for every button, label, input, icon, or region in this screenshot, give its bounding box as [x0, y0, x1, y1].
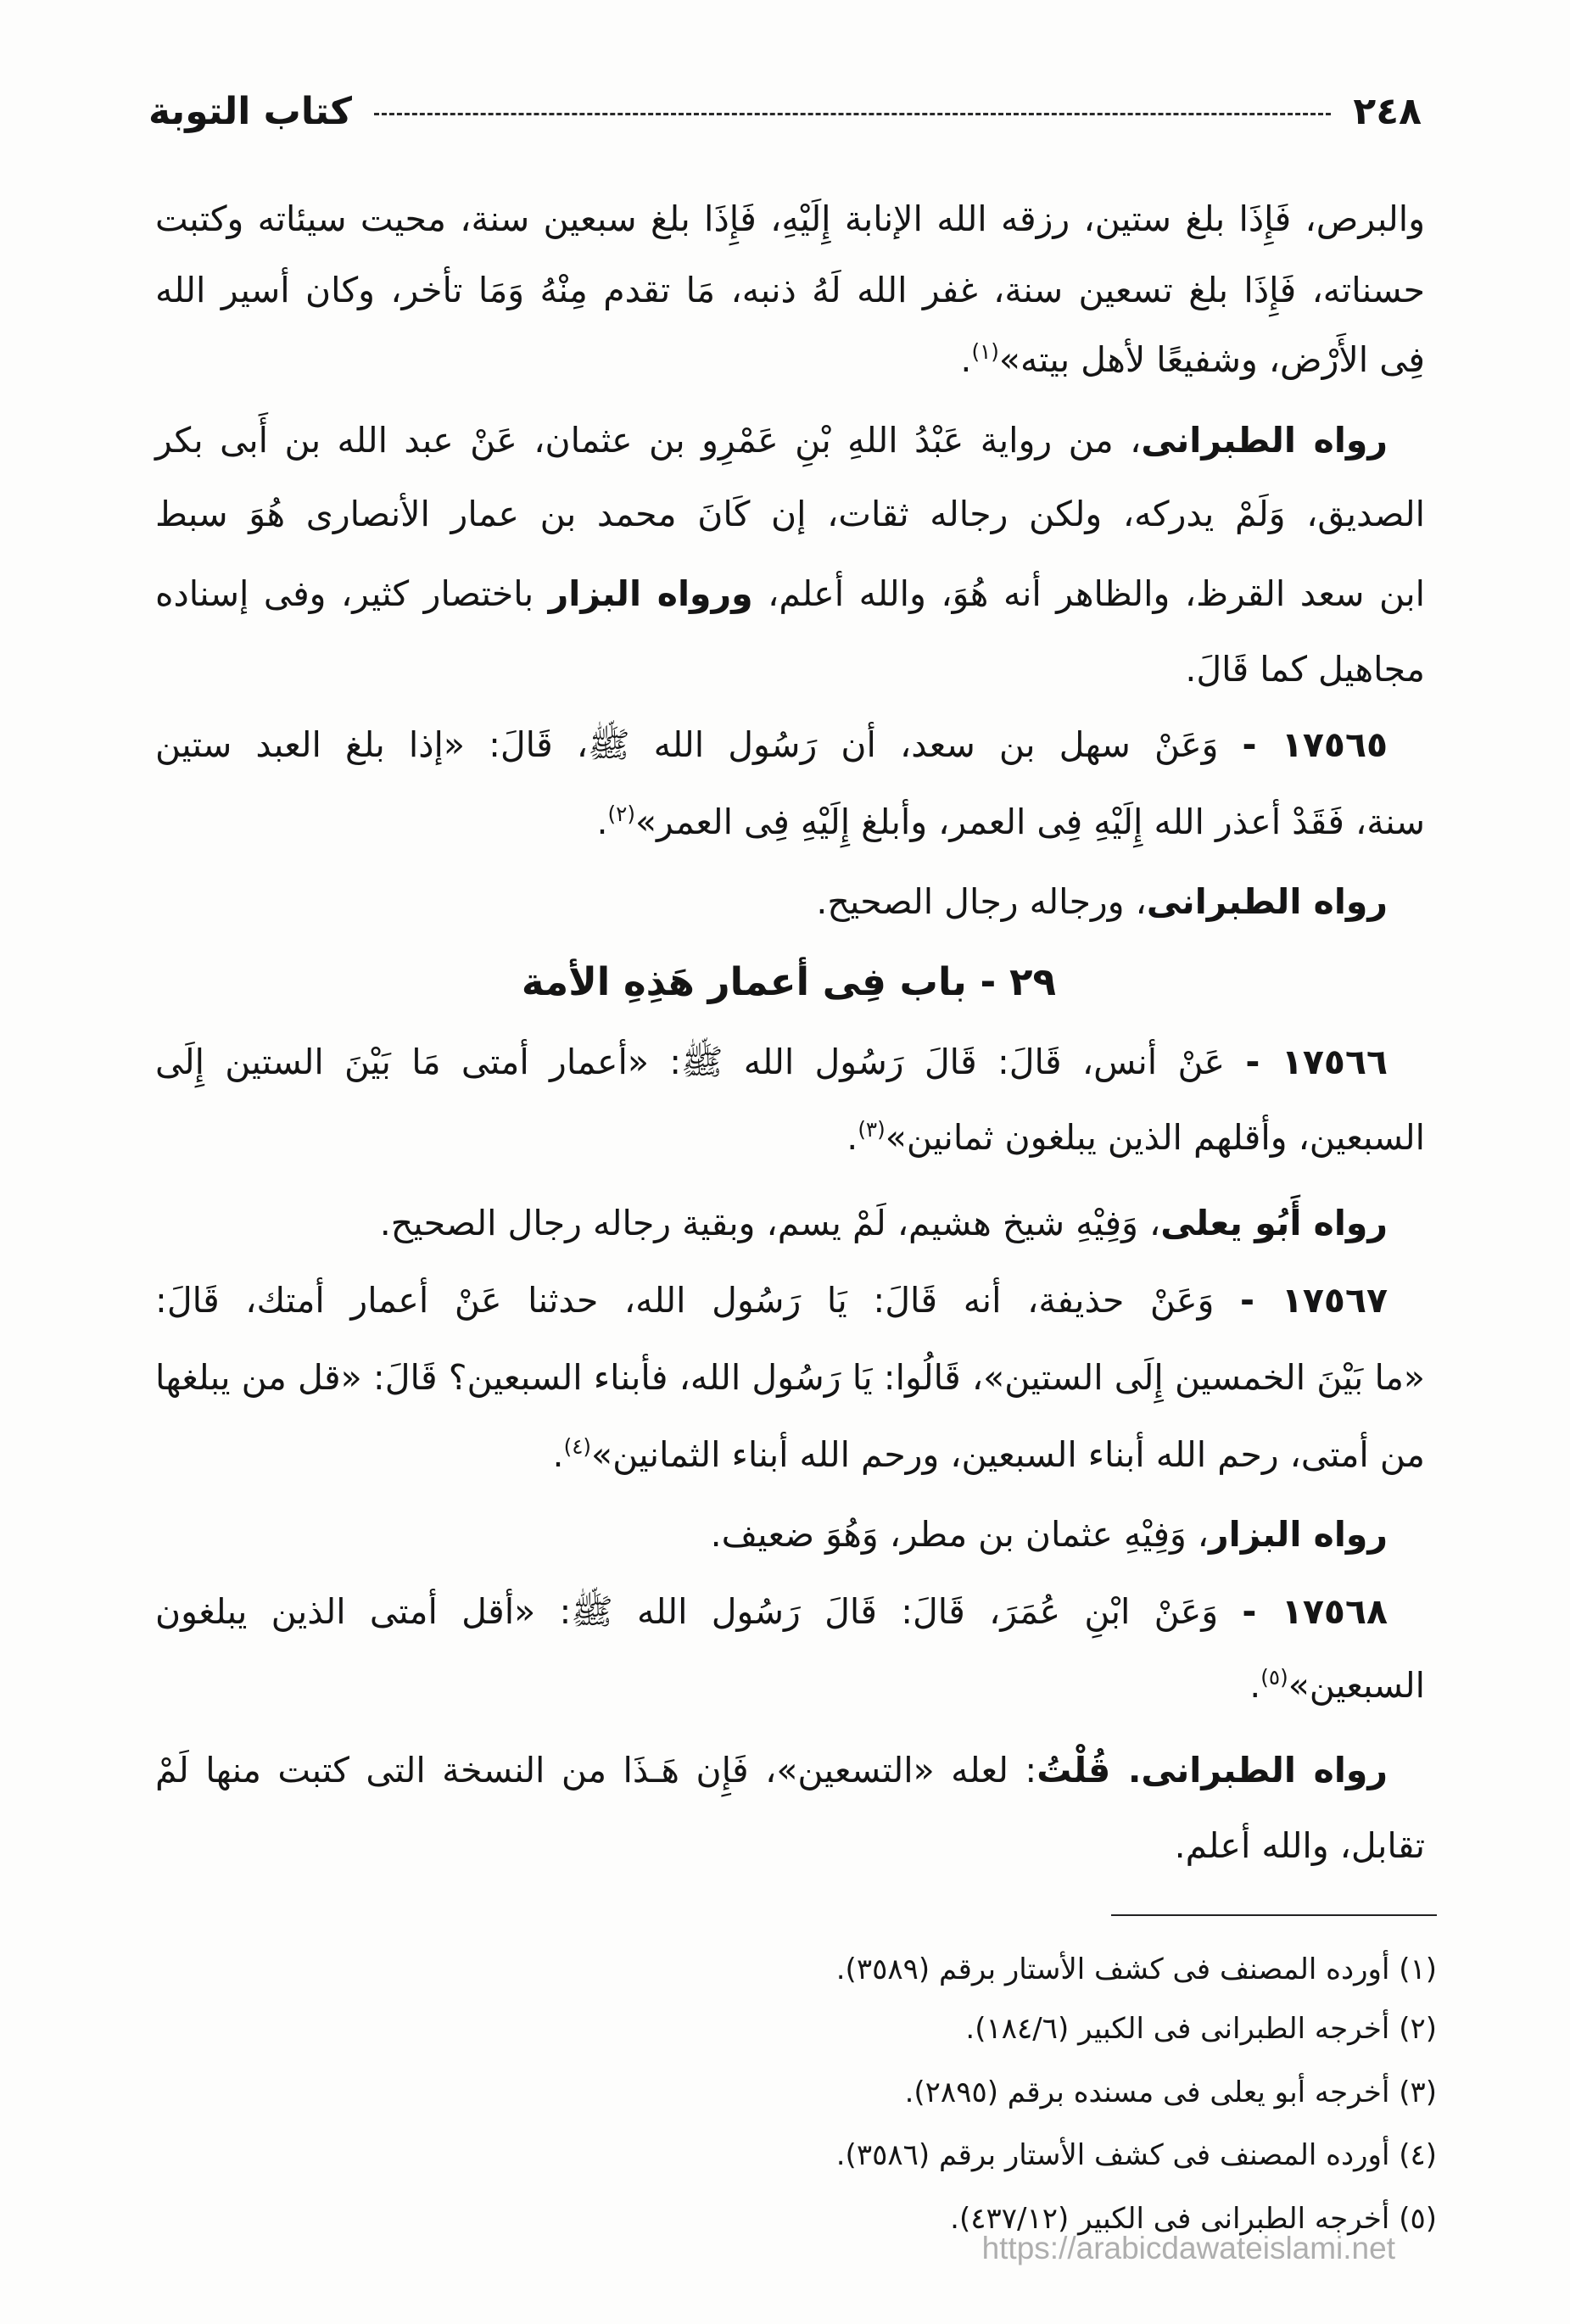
bold-run: رواه الطبرانى. قُلْتُ — [1036, 1750, 1388, 1790]
hadith-number: ١٧٥٦٧ - — [1240, 1280, 1388, 1321]
text-run: . — [1249, 1665, 1261, 1706]
text-line — [153, 1187, 1425, 1259]
footnote: (٢) أخرجه الطبرانى فى الكبير (١٨٤/٦). — [965, 2012, 1437, 2046]
text-run: وَعَنْ سهل بن سعد، أن رَسُول الله ﷺ، قَالَ: «إذا بلغ العبد ستين — [155, 724, 1243, 765]
line-text — [155, 183, 1425, 254]
text-line — [153, 1576, 1425, 1647]
running-header — [148, 79, 1422, 143]
text-line — [153, 183, 1425, 254]
text-run: وَعَنْ حذيفة، أنه قَالَ: يَا رَسُول الله، حدثنا عَنْ أعمار أمتك، قَالَ: — [155, 1280, 1240, 1321]
footnote-separator — [1111, 1914, 1437, 1916]
text-run: ، وَفِيْهِ عثمان بن مطر، وَهُوَ ضعيف. — [710, 1514, 1210, 1555]
text-line — [153, 558, 1425, 629]
text-run: فِى الأَرْض، وشفيعًا لأهل بيته» — [998, 339, 1425, 380]
line-text — [960, 324, 1425, 395]
hadith-number: ١٧٥٦٦ - — [1245, 1042, 1388, 1082]
footnote: (٥) أخرجه الطبرانى فى الكبير (٤٣٧/١٢). — [950, 2202, 1437, 2236]
bold-run: رواه الطبرانى — [1141, 420, 1388, 461]
text-run: ، وَفِيْهِ شيخ هشيم، لَمْ يسم، وبقية رجاله رجال الصحيح. — [379, 1203, 1161, 1243]
text-run: السبعين» — [1288, 1665, 1425, 1706]
text-line — [153, 866, 1425, 937]
text-line — [153, 324, 1425, 395]
text-line — [153, 1102, 1425, 1173]
text-line — [153, 709, 1425, 780]
header-rule — [374, 113, 1331, 115]
text-run: ، من رواية عَبْدُ اللهِ بْنِ عَمْرِو بن عثمان، عَنْ عبد الله بن أَبى بكر — [155, 420, 1142, 461]
text-run: ابن سعد القرظ، والظاهر أنه هُوَ، والله أعلم، — [752, 573, 1425, 614]
line-text — [155, 558, 1425, 629]
line-text — [380, 1187, 1388, 1259]
text-run: سنة، فَقَدْ أعذر الله إِلَيْهِ فِى العمر، وأبلغ إِلَيْهِ فِى العمر» — [634, 802, 1425, 842]
text-line — [153, 786, 1425, 858]
text-run: والبرص، فَإِذَا بلغ ستين، رزقه الله الإنابة إِلَيْهِ، فَإِذَا بلغ سبعين سنة، محيت سيئاته وكتبت — [155, 198, 1425, 239]
text-line — [153, 1419, 1425, 1490]
text-run: : لعله «التسعين»، فَإِن هَـذَا من النسخة التى كتبت منها لَمْ — [155, 1750, 1037, 1790]
line-text — [155, 1735, 1388, 1806]
footnote-ref: (٥) — [1260, 1665, 1288, 1690]
text-run: الصديق، وَلَمْ يدركه، ولكن رجاله ثقات، إن كَانَ محمد بن عمار الأنصارى هُوَ سبط — [155, 494, 1425, 534]
text-run: . — [960, 339, 972, 380]
text-run: تقابل، والله أعلم. — [1174, 1825, 1425, 1866]
text-line — [153, 405, 1425, 476]
line-text — [596, 786, 1425, 858]
footnote-ref: (١) — [971, 339, 999, 365]
text-run: ، ورجاله رجال الصحيح. — [816, 881, 1147, 922]
footnote: (٤) أورده المصنف فى كشف الأستار برقم (٣٥٨٦). — [835, 2138, 1437, 2172]
line-text — [155, 405, 1388, 476]
line-text — [816, 866, 1388, 937]
text-run: وَعَنْ ابْنِ عُمَرَ، قَالَ: قَالَ رَسُول الله ﷺ: «أقل أمتى الذين يبلغون — [155, 1591, 1243, 1632]
text-run: . — [846, 1117, 858, 1158]
footnote: (٣) أخرجه أبو يعلى فى مسنده برقم (٢٨٩٥). — [904, 2075, 1437, 2109]
line-text — [553, 1419, 1425, 1490]
text-line — [153, 254, 1425, 326]
line-text — [155, 1265, 1388, 1336]
text-run: . — [596, 802, 608, 842]
text-run: من أمتى، رحم الله أبناء السبعين، ورحم الله أبناء الثمانين» — [591, 1434, 1425, 1475]
footnote-ref: (٣) — [858, 1117, 886, 1142]
watermark-url: https://arabicdawateislami.net — [981, 2231, 1395, 2265]
bold-run: رواه الطبرانى — [1146, 881, 1388, 922]
line-text — [846, 1102, 1425, 1173]
bold-run: رواه أَبُو يعلى — [1160, 1203, 1388, 1243]
text-run: باختصار كثير، وفى إسناده — [155, 573, 549, 614]
page-number: ٢٤٨ — [1353, 89, 1422, 133]
line-text — [155, 1026, 1388, 1098]
text-line — [153, 1810, 1425, 1881]
line-text — [155, 709, 1388, 780]
text-line — [153, 1735, 1425, 1806]
line-text — [1175, 1810, 1425, 1881]
text-line — [153, 478, 1425, 550]
text-run: مجاهيل كما قَالَ. — [1185, 649, 1425, 690]
line-text — [155, 1576, 1388, 1647]
footnote: (١) أورده المصنف فى كشف الأستار برقم (٣٥٨٩). — [835, 1952, 1437, 1986]
text-line — [153, 1026, 1425, 1098]
text-run: . — [552, 1434, 564, 1475]
text-line — [153, 1650, 1425, 1721]
line-text — [155, 1342, 1425, 1413]
text-line — [153, 634, 1425, 705]
chapter-heading: ٢٩ - باب فِى أعمار هَذِهِ الأمة — [521, 959, 1057, 1004]
text-run: عَنْ أنس، قَالَ: قَالَ رَسُول الله ﷺ: «أعمار أمتى مَا بَيْنَ الستين إِلَى — [155, 1042, 1246, 1082]
text-line — [153, 1265, 1425, 1336]
text-line — [153, 1499, 1425, 1570]
text-run: حسناته، فَإِذَا بلغ تسعين سنة، غفر الله لَهُ ذنبه، مَا تقدم مِنْهُ وَمَا تأخر، وكان أسير الله — [155, 270, 1425, 310]
line-text — [155, 478, 1425, 550]
footnote-ref: (٤) — [563, 1434, 592, 1460]
line-text — [711, 1499, 1388, 1570]
bold-run: ورواه البزار — [548, 573, 753, 614]
bold-run: رواه البزار — [1209, 1514, 1388, 1555]
text-line — [153, 1342, 1425, 1413]
hadith-number: ١٧٥٦٥ - — [1242, 724, 1388, 765]
footnote-ref: (٢) — [607, 802, 635, 827]
text-run: «ما بَيْنَ الخمسين إِلَى الستين»، قَالُوا: يَا رَسُول الله، فأبناء السبعين؟ قَالَ: «قل من يبلغها — [155, 1357, 1425, 1398]
line-text — [1185, 634, 1425, 705]
line-text — [1249, 1650, 1425, 1721]
text-run: السبعين، وأقلهم الذين يبلغون ثمانين» — [885, 1117, 1425, 1158]
hadith-number: ١٧٥٦٨ - — [1242, 1591, 1388, 1632]
running-title: كتاب التوبة — [148, 89, 352, 133]
line-text — [155, 254, 1425, 326]
